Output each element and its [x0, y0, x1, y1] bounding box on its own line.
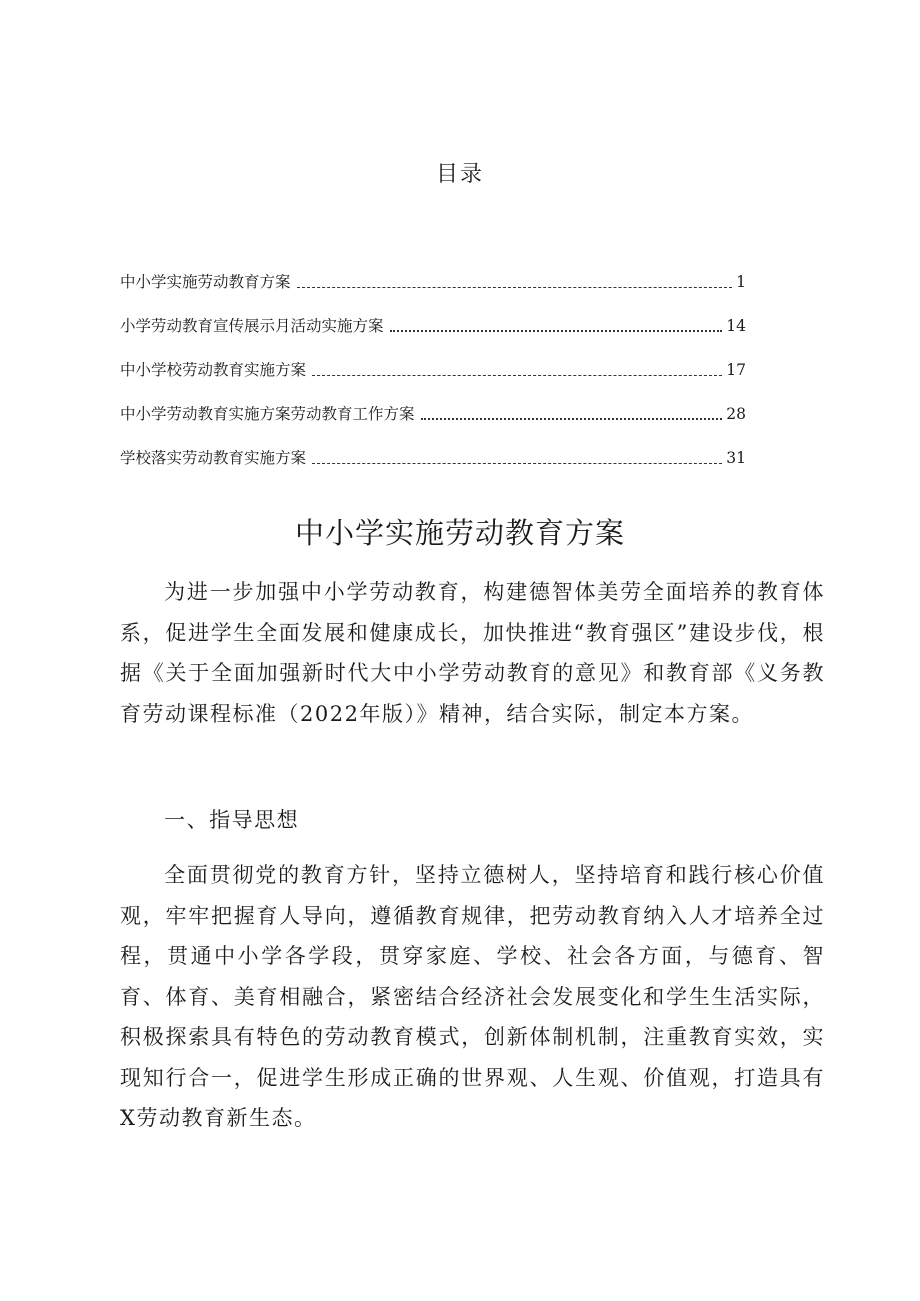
section-paragraph: 全面贯彻党的教育方针，坚持立德树人，坚持培育和践行核心价值观，牢牢把握育人导向，遵循教育规律，把劳动教育纳入人才培养全过程，贯通中小学各学段，贯穿家庭、学校、社会各方面，与德育、智育、体育、美育相融合，紧密结合经济社会发展变化和学生生活实际，积极探索具有特色的劳动教育模式，创新体制机制，注重教育实效，实现知行合一，促进学生形成正确的世界观、人生观、价值观，打造具有X劳动教育新生态。 [120, 863, 825, 1130]
toc-leader-line [312, 375, 722, 376]
toc-leader-line [312, 463, 722, 464]
document-title: 中小学实施劳动教育方案 [294, 516, 625, 550]
toc-leader-line [421, 418, 723, 420]
toc-entry[interactable] [120, 252, 746, 296]
toc-leader-line [297, 287, 733, 288]
toc-entry-page: 17 [726, 361, 746, 379]
toc-entry-label: 小学劳动教育宣传展示月活动实施方案 [120, 317, 384, 335]
toc-entry-label: 中小学校劳动教育实施方案 [120, 361, 307, 379]
toc-entry[interactable] [120, 340, 746, 384]
toc-entry-page: 31 [726, 449, 746, 467]
table-of-contents [120, 252, 746, 472]
toc-entry-page: 14 [726, 317, 746, 335]
toc-leader-line [390, 330, 723, 332]
toc-entry-page: 28 [726, 405, 746, 423]
toc-entry-label: 学校落实劳动教育实施方案 [120, 449, 307, 467]
toc-entry[interactable] [120, 296, 746, 340]
toc-entry[interactable] [120, 428, 746, 472]
section-heading: 一、指导思想 [164, 808, 300, 832]
toc-entry-page: 1 [736, 273, 746, 291]
toc-entry-label: 中小学实施劳动教育方案 [120, 273, 291, 291]
intro-paragraph: 为进一步加强中小学劳动教育，构建德智体美劳全面培养的教育体系，促进学生全面发展和健康成长，加快推进“教育强区”建设步伐，根据《关于全面加强新时代大中小学劳动教育的意见》和教育部《义务教育劳动课程标准（2022年版）》精神，结合实际，制定本方案。 [120, 580, 825, 726]
toc-entry[interactable] [120, 384, 746, 428]
toc-entry-label: 中小学劳动教育实施方案劳动教育工作方案 [120, 405, 415, 423]
toc-title: 目录 [435, 162, 484, 187]
